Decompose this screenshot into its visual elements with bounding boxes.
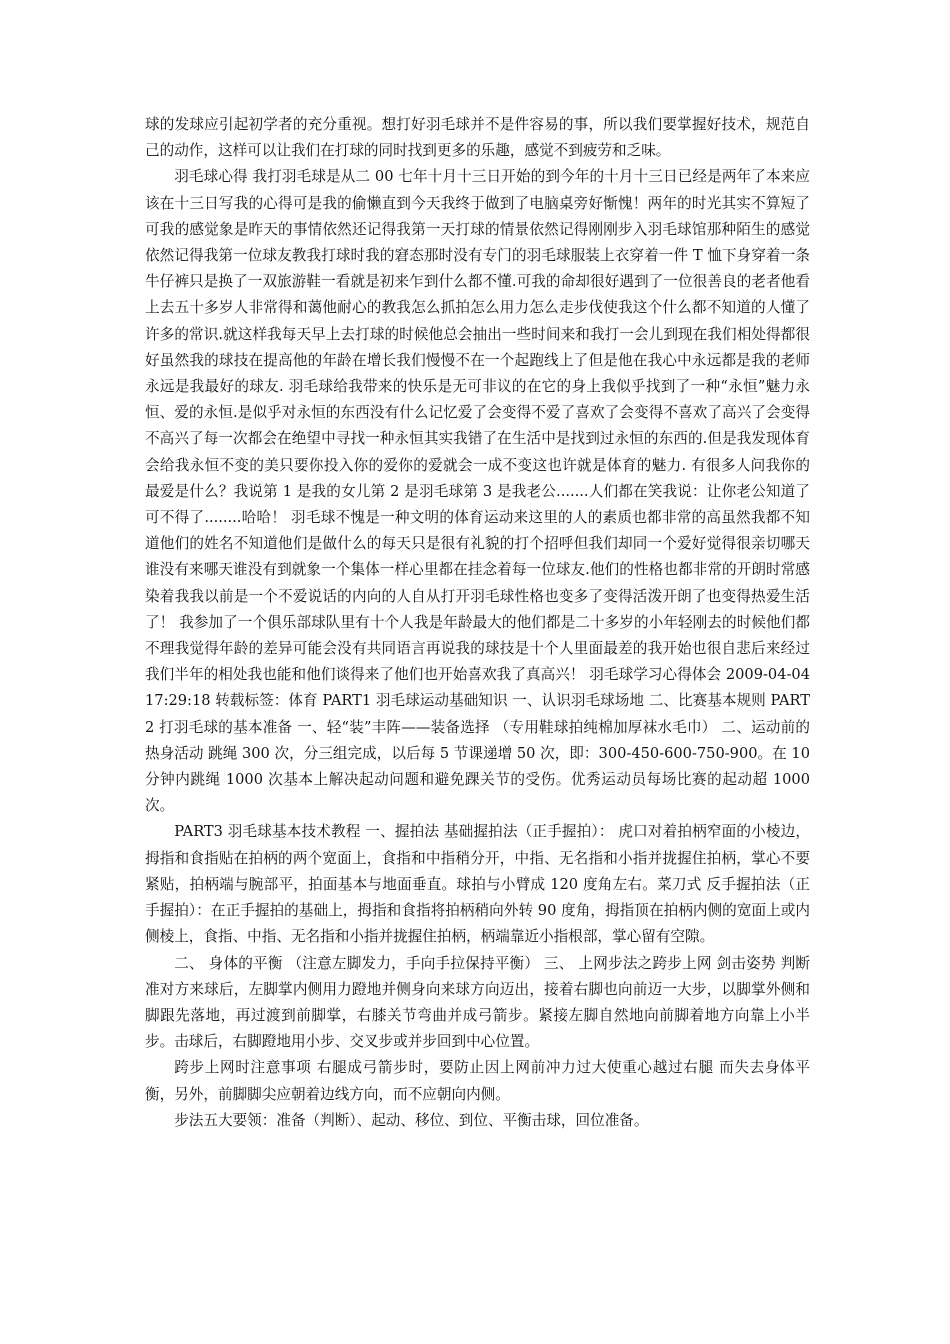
paragraph-badminton-experience: 羽毛球心得 我打羽毛球是从二 00 七年十月十三日开始的到今年的十月十三日已经是两年了本来应该在十三日写我的心得可是我的偷懒直到今天我终于做到了电脑桌旁好惭愧！两年的时光其实不算短了可我的感觉象是昨天的事情依然还记得我第一天打球的情景依然记得刚刚步入羽毛球馆那种陌生的感觉依然记得我第一位球友教我打球时我的窘态那时没有专门的羽毛球服装上衣穿着一件 T 恤下身穿着一条牛仔裤只是换了一双旅游鞋一看就是初来乍到什么都不懂.可我的命却很好遇到了一位很善良的老者他看上去五十多岁人非常得和蔼他耐心的教我怎么抓拍怎么用力怎么走步伐使我这个什么都不知道的人懂了许多的常识.就这样我每天早上去打球的时候他总会抽出一些时间来和我打一会儿到现在我们相处得都很好虽然我的球技在提高他的年龄在增长我们慢慢不在一个起跑线上了但是他在我心中永远都是我的老师永远是我最好的球友. 羽毛球给我带来的快乐是无可非议的在它的身上我似乎找到了一种“永恒”魅力永恒、爱的永恒.是似乎对永恒的东西没有什么记忆爱了会变得不爱了喜欢了会变得不喜欢了高兴了会变得不高兴了每一次都会在绝望中寻找一种永恒其实我错了在生活中是找到过永恒的东西的.但是我发现体育会给我永恒不变的美只要你投入你的爱你的爱就会一成不变这也许就是体育的魅力. 有很多人问我你的最爱是什么？我说第 1 是我的女儿第 2 是羽毛球第 3 是我老公.......人们都在笑我说：让你老公知道了可不得了........哈哈！ 羽毛球不愧是一种文明的体育运动来这里的人的素质也都非常的高虽然我都不知道他们的姓名不知道他们是做什么的每天只是很有礼貌的打个招呼但我们却同一个爱好觉得很亲切哪天谁没有来哪天谁没有到就象一个集体一样心里都在挂念着每一位球友.他们的性格也都非常的开朗时常感染着我我以前是一个不爱说话的内向的人自从打开羽毛球性格也变多了变得活泼开朗了也变得热爱生活了！ 我参加了一个俱乐部球队里有十个人我是年龄最大的他们都是二十多岁的小年轻刚去的时候他们都不理我觉得年龄的差异可能会没有共同语言再说我的球技是十个人里面最差的我开始也很自悲后来经过我们半年的相处我也能和他们谈得来了他们也开始喜欢我了真高兴！ 羽毛球学习心得体会 2009-04-04 17:29:18 转载标签：体育 PART1 羽毛球运动基础知识 一、认识羽毛球场地 二、比赛基本规则 PART2 打羽毛球的基本准备 一、轻“装”丰阵——装备选择 （专用鞋球拍纯棉加厚袜水毛巾） 二、运动前的热身活动 跳绳 300 次，分三组完成，以后每 5 节课递增 50 次，即：300-450-600-750-900。在 10 分钟内跳绳 1000 次基本上解决起动问题和避免踝关节的受伤。优秀运动员每场比赛的起动超 1000 次。	[145, 168, 810, 815]
paragraph-serve-intro: 球的发球应引起初学者的充分重视。想打好羽毛球并不是件容易的事，所以我们要掌握好技术，规范自己的动作，这样可以让我们在打球的同时找到更多的乐趣，感觉不到疲劳和乏味。	[145, 116, 810, 160]
document-page	[145, 112, 810, 1134]
paragraph-grip-technique: PART3 羽毛球基本技术教程 一、握拍法 基础握拍法（正手握拍）： 虎口对着拍柄窄面的小棱边，拇指和食指贴在拍柄的两个宽面上，食指和中指稍分开，中指、无名指和小指并拢握住拍柄，掌心不要紧贴，拍柄端与腕部平，拍面基本与地面垂直。球拍与小臂成 120 度角左右。菜刀式 反手握拍法（正手握拍）：在正手握拍的基础上，拇指和食指将拍柄稍向外转 90 度角，拇指顶在拍柄内侧的宽面上或内侧棱上，食指、中指、无名指和小指并拢握住拍柄，柄端靠近小指根部，掌心留有空隙。	[145, 823, 810, 946]
paragraph-balance-footwork: 二、 身体的平衡 （注意左脚发力，手向手拉保持平衡） 三、 上网步法之跨步上网 剑击姿势 判断准对方来球后，左脚掌内侧用力蹬地并侧身向来球方向迈出，接着右脚也向前迈一大步，以脚掌外侧和脚跟先落地，再过渡到前脚掌，右膝关节弯曲并成弓箭步。紧接左脚自然地向前脚着地方向靠上小半步。击球后，右脚蹬地用小步、交叉步或并步回到中心位置。	[145, 954, 810, 1051]
paragraph-footwork-essentials: 步法五大要领：准备（判断）、起动、移位、到位、平衡击球，回位准备。	[174, 1111, 649, 1129]
paragraph-lunge-notes: 跨步上网时注意事项 右腿成弓箭步时，要防止因上网前冲力过大使重心越过右腿 而失去身体平衡，另外，前脚脚尖应朝着边线方向，而不应朝向内侧。	[145, 1059, 810, 1103]
